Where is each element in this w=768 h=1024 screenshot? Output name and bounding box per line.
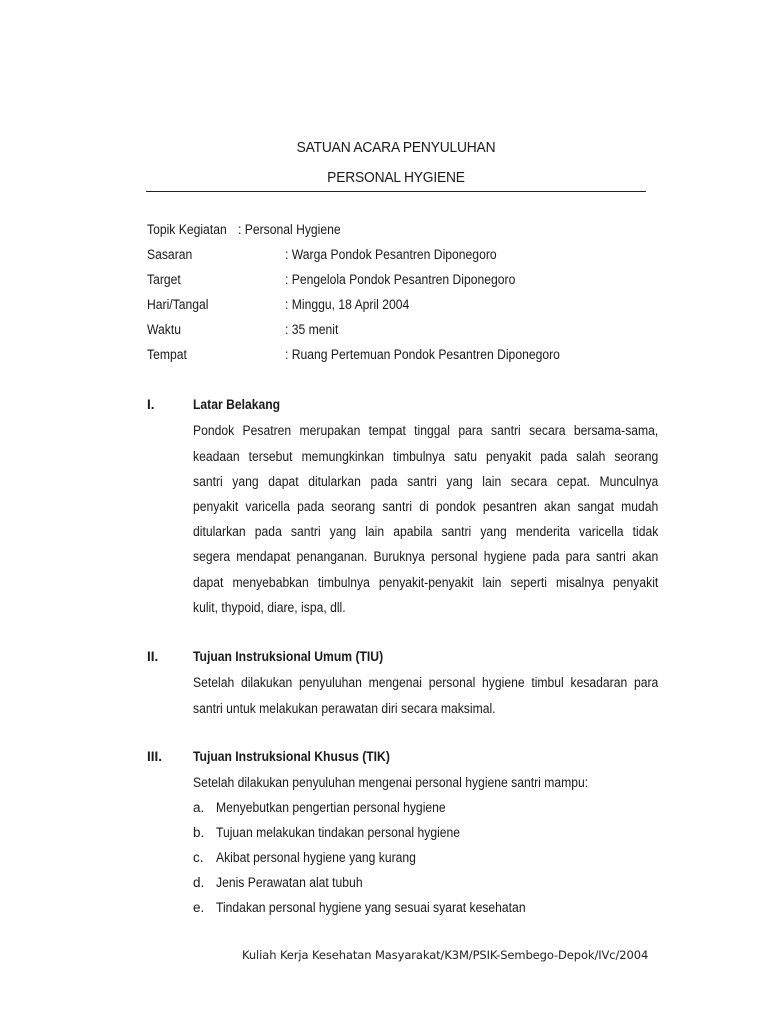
section-title: Tujuan Instruksional Khusus (TIK): [193, 749, 390, 764]
meta-label: Tempat: [147, 347, 187, 362]
list-marker: c.: [193, 850, 204, 865]
paragraph-line: kulit, thypoid, diare, ispa, dll.: [193, 600, 346, 615]
section-title: Latar Belakang: [193, 397, 281, 412]
meta-value: : Warga Pondok Pesantren Diponegoro: [285, 247, 497, 262]
paragraph-line: santri untuk melakukan perawatan diri secara maksimal.: [193, 701, 496, 716]
title-divider: [146, 191, 646, 192]
document-title: SATUAN ACARA PENYULUHAN: [296, 139, 496, 156]
paragraph-line: segera mendapat penanganan. Buruknya personal hygiene pada para santri akan: [193, 549, 659, 564]
paragraph-line: Pondok Pesatren merupakan tempat tinggal para santri secara bersama-sama,: [193, 423, 659, 438]
meta-label: Target: [147, 272, 181, 287]
paragraph-line: dapat menyebabkan timbulnya penyakit-penyakit lain seperti misalnya penyakit: [193, 575, 659, 590]
list-marker: d.: [193, 875, 205, 890]
meta-value: : Pengelola Pondok Pesantren Diponegoro: [285, 272, 516, 287]
meta-value: : Personal Hygiene: [238, 222, 341, 237]
paragraph-line: ditularkan pada santri yang lain apabila santri yang menderita varicella tidak: [193, 524, 659, 539]
list-item: Akibat personal hygiene yang kurang: [216, 850, 416, 865]
list-marker: e.: [193, 900, 205, 915]
page-footer: Kuliah Kerja Kesehatan Masyarakat/K3M/PSIK-Sembego-Depok/IVc/2004: [242, 948, 649, 962]
meta-value: : Ruang Pertemuan Pondok Pesantren Diponegoro: [285, 347, 560, 362]
section-number: I.: [147, 397, 155, 412]
meta-label: Waktu: [147, 322, 181, 337]
section-title: Tujuan Instruksional Umum (TIU): [193, 649, 384, 664]
meta-label: Topik Kegiatan: [147, 222, 227, 237]
list-item: Menyebutkan pengertian personal hygiene: [216, 800, 446, 815]
meta-value: : Minggu, 18 April 2004: [285, 297, 410, 312]
section-number: II.: [147, 649, 159, 664]
meta-label: Sasaran: [147, 247, 193, 262]
paragraph-line: keadaan tersebut memungkinkan timbulnya satu penyakit pada salah seorang: [193, 449, 659, 464]
paragraph-line: penyakit varicella pada seorang santri di pondok pesantren akan sangat mudah: [193, 499, 659, 514]
section-number: III.: [147, 749, 163, 764]
paragraph-line: santri yang dapat ditularkan pada santri yang lain secara cepat. Munculnya: [193, 474, 659, 489]
paragraph-line: Setelah dilakukan penyuluhan mengenai personal hygiene santri mampu:: [193, 775, 589, 790]
meta-label: Hari/Tangal: [147, 297, 209, 312]
list-item: Jenis Perawatan alat tubuh: [216, 875, 363, 890]
meta-value: : 35 menit: [285, 322, 339, 337]
list-item: Tindakan personal hygiene yang sesuai syarat kesehatan: [216, 900, 526, 915]
list-item: Tujuan melakukan tindakan personal hygiene: [216, 825, 461, 840]
list-marker: a.: [193, 800, 205, 815]
document-subtitle: PERSONAL HYGIENE: [327, 169, 465, 186]
list-marker: b.: [193, 825, 205, 840]
paragraph-line: Setelah dilakukan penyuluhan mengenai personal hygiene timbul kesadaran para: [193, 675, 659, 690]
